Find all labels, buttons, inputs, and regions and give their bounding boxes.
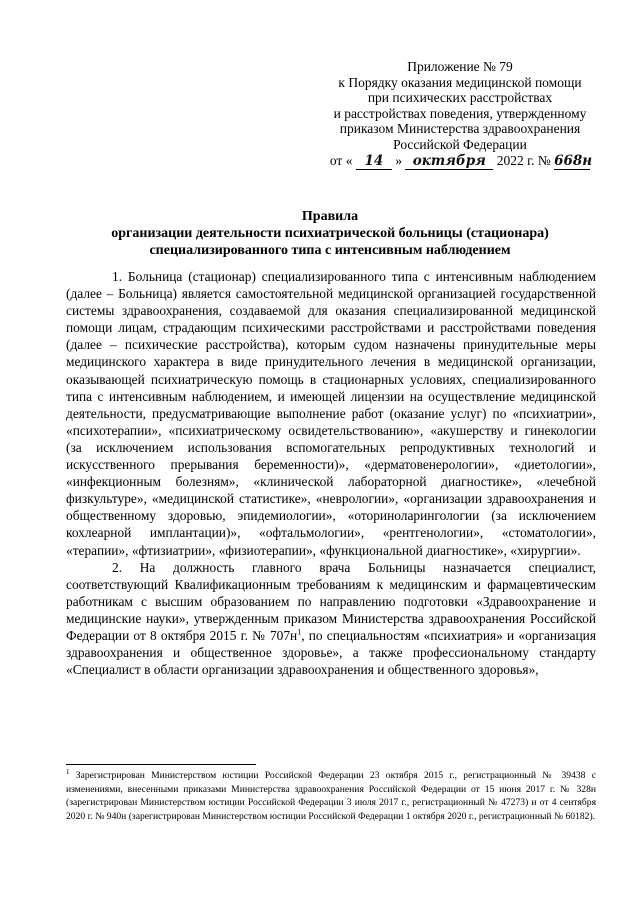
title-line-2: организации деятельности психиатрической больницы (стационара)	[111, 226, 549, 241]
order-date-line	[300, 153, 620, 171]
handwritten-day: 14	[356, 154, 392, 171]
appendix-line: приказом Министерства здравоохранения	[339, 121, 581, 137]
date-prefix: от «	[329, 152, 353, 168]
footnote-divider	[66, 764, 256, 765]
paragraph-2-text-end: , по специальностям «психиатрия» и «организация здравоохранения и общественное здоровье», а также профессиональному стандарту «Специалист в области организации здравоохранения и общественного здоровья»,	[66, 627, 596, 678]
paragraph-2	[66, 559, 596, 679]
footnote-mark: 1	[66, 767, 70, 776]
paragraph-2-text-start: 2. На должность главного врача Больницы назначается специалист, соответствующий Квалификационным требованиям к медицинским и фармацевтическим работникам с высшим образованием по направлению подготовки «Здравоохранение и медицинские науки», утвержденным приказом Министерства здравоохранения Российской Федерации от 8 октября 2015 г. № 707н	[66, 559, 596, 643]
footnote	[66, 769, 596, 823]
date-year: 2022 г. №	[496, 152, 551, 168]
document-body	[66, 268, 596, 678]
appendix-line: при психических расстройствах	[367, 90, 553, 106]
footnote-reference: 1	[297, 627, 302, 637]
appendix-line: и расстройствах поведения, утвержденному	[333, 105, 587, 121]
date-mid: »	[395, 152, 402, 168]
appendix-line: к Порядку оказания медицинской помощи	[338, 74, 582, 90]
handwritten-month: октября	[405, 154, 493, 171]
appendix-line: Российской Федерации	[393, 136, 527, 152]
document-title	[60, 208, 600, 259]
appendix-line: Приложение № 79	[407, 59, 513, 74]
paragraph-1: 1. Больница (стационар) специализированного типа с интенсивным наблюдением (далее – Больница) является самостоятельной медицинской организацией государственной системы здравоохранения, создаваемой для оказания специализированной медицинской помощи лицам, страдающим психическими расстройствами и расстройствами поведения (далее – психические расстройства), которым судом назначены принудительные меры медицинского характера в виде принудительного лечения в медицинской организации, оказывающей психиатрическую помощь в стационарных условиях, специализированного типа с интенсивным наблюдением, и имеющей лицензии на осуществление медицинской деятельности, предусматривающие выполнение работ (оказание услуг) по «психиатрии», «психотерапии», «психиатрическому освидетельствованию», «акушерству и гинекологии (за исключением использования вспомогательных репродуктивных технологий и искусственного прерывания беременности)», «дерматовенерологии», «диетологии», «инфекционным болезням», «клинической лабораторной диагностике», «лечебной физкультуре», «медицинской статистике», «неврологии», «организации здравоохранения и общественному здоровью, эпидемиологии», «оториноларингологии (за исключением кохлеарной имплантации)», «офтальмологии», «рентгенологии», «стоматологии», «терапии», «фтизиатрии», «физиотерапии», «функциональной диагностике», «хирургии».	[66, 269, 596, 558]
appendix-header	[300, 59, 620, 170]
handwritten-order-number: 668н	[554, 152, 593, 169]
title-line-3: специализированного типа с интенсивным наблюдением	[149, 243, 511, 258]
footnote-text: Зарегистрирован Министерством юстиции Российской Федерации 23 октября 2015 г., регистрационный № 39438 с изменениями, внесенными приказами Министерства здравоохранения Российской Федерации от 15 июня 2017 г. № 328н (зарегистрирован Министерством юстиции Российской Федерации 3 июля 2017 г., регистрационный № 47273) и от 4 сентября 2020 г. № 940н (зарегистрирован Министерством юстиции Российской Федерации 1 октября 2020 г., регистрационный № 60182).	[66, 770, 596, 822]
title-line-1: Правила	[301, 209, 359, 224]
